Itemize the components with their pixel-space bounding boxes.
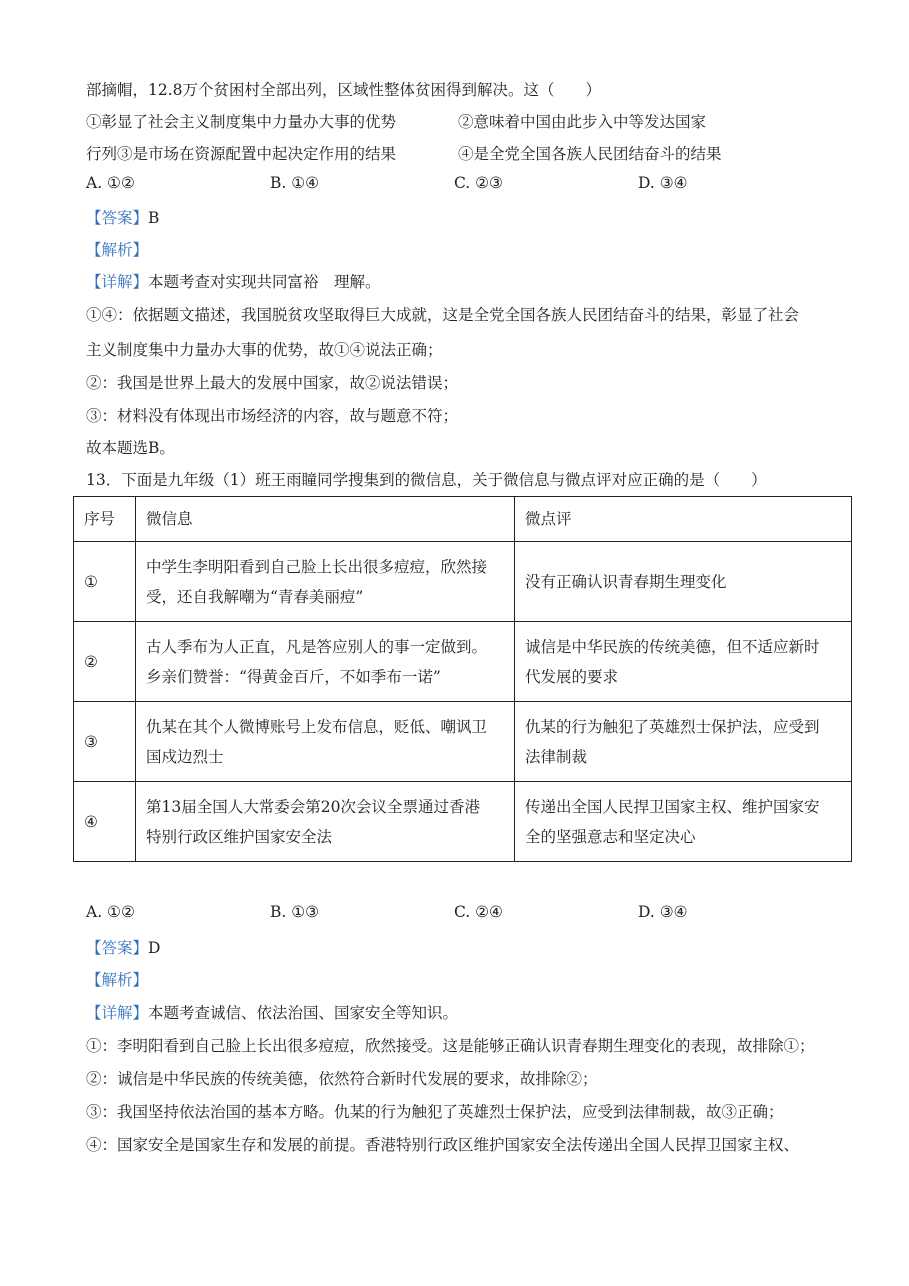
detail-tag: 【详解】 <box>86 1004 149 1022</box>
table-row <box>74 702 852 782</box>
row-info: 古人季布为人正直，凡是答应别人的事一定做到。 乡亲们赞誉：“得黄金百斤，不如季布一诺” <box>136 622 515 702</box>
row-info: 仇某在其个人微博账号上发布信息，贬低、嘲讽卫 国戍边烈士 <box>136 702 515 782</box>
explanation-line: ①：李明阳看到自己脸上长出很多痘痘，欣然接受。这是能够正确认识青春期生理变化的表现，故排除①； <box>86 1037 815 1055</box>
table-row <box>74 782 852 862</box>
row-info: 第13届全国人大常委会第20次会议全票通过香港 特别行政区维护国家安全法 <box>136 782 515 862</box>
detail-tag: 【详解】 <box>86 273 149 291</box>
row-comment: 仇某的行为触犯了英雄烈士保护法，应受到 法律制裁 <box>515 702 852 782</box>
explanation-line: ③：材料没有体现出市场经济的内容，故与题意不符； <box>86 407 459 425</box>
option-c: C. ②④ <box>454 903 503 921</box>
explanation-line: 故本题选B。 <box>86 439 175 457</box>
explanation-line: ③：我国坚持依法治国的基本方略。仇某的行为触犯了英雄烈士保护法，应受到法律制裁，故③正确； <box>86 1103 784 1121</box>
row-number: ② <box>74 622 136 702</box>
row-number: ① <box>74 542 136 622</box>
table-row <box>74 542 852 622</box>
table-row <box>74 622 852 702</box>
row-number: ④ <box>74 782 136 862</box>
header-info: 微信息 <box>136 497 515 542</box>
explanation-line: ②：我国是世界上最大的发展中国家，故②说法错误； <box>86 374 459 392</box>
explanation-line: ②：诚信是中华民族的传统美德，依然符合新时代发展的要求，故排除②； <box>86 1070 598 1088</box>
question-text-line: 行列③是市场在资源配置中起决定作用的结果 ④是全党全国各族人民团结奋斗的结果 <box>86 145 722 163</box>
option-c: C. ②③ <box>454 174 503 192</box>
question-text-line: 部摘帽，12.8万个贫困村全部出列，区域性整体贫困得到解决。这（ ） <box>86 81 602 99</box>
explanation-line: ④：国家安全是国家生存和发展的前提。香港特别行政区维护国家安全法传递出全国人民捍卫国家主权、 <box>86 1136 800 1154</box>
info-comment-table <box>73 496 852 862</box>
detail-text: 本题考查对实现共同富裕 理解。 <box>148 273 381 291</box>
answer-line <box>86 206 159 228</box>
answer-tag: 【答案】 <box>86 209 149 227</box>
detail-text: 本题考查诚信、依法治国、国家安全等知识。 <box>148 1004 459 1022</box>
row-comment: 没有正确认识青春期生理变化 <box>515 542 852 622</box>
question-13-stem: 13．下面是九年级（1）班王雨瞳同学搜集到的微信息，关于微信息与微点评对应正确的是（ ） <box>86 471 767 489</box>
row-comment: 传递出全国人民捍卫国家主权、维护国家安 全的坚强意志和坚定决心 <box>515 782 852 862</box>
answer-value: D <box>148 939 161 957</box>
header-number: 序号 <box>74 497 136 542</box>
answer-tag: 【答案】 <box>86 939 149 957</box>
analysis-tag: 【解析】 <box>86 971 149 989</box>
answer-line <box>86 936 160 958</box>
row-comment: 诚信是中华民族的传统美德，但不适应新时 代发展的要求 <box>515 622 852 702</box>
detail-line <box>86 1001 458 1023</box>
option-a: A. ①② <box>86 174 135 192</box>
analysis-tag: 【解析】 <box>86 241 149 259</box>
answer-options <box>86 903 846 925</box>
question-text-line: ①彰显了社会主义制度集中力量办大事的优势 ②意味着中国由此步入中等发达国家 <box>86 113 707 131</box>
option-d: D. ③④ <box>638 174 688 192</box>
detail-line <box>86 270 381 292</box>
explanation-line: ①④：依据题文描述，我国脱贫攻坚取得巨大成就，这是全党全国各族人民团结奋斗的结果，彰显了社会 <box>86 306 800 324</box>
explanation-line: 主义制度集中力量办大事的优势，故①④说法正确； <box>86 341 443 359</box>
option-b: B. ①③ <box>270 903 320 921</box>
row-info: 中学生李明阳看到自己脸上长出很多痘痘，欣然接 受，还自我解嘲为“青春美丽痘” <box>136 542 515 622</box>
option-d: D. ③④ <box>638 903 688 921</box>
answer-value: B <box>148 209 160 227</box>
table-header-row <box>74 497 852 542</box>
option-a: A. ①② <box>86 903 135 921</box>
answer-options <box>86 174 846 196</box>
option-b: B. ①④ <box>270 174 320 192</box>
header-comment: 微点评 <box>515 497 852 542</box>
row-number: ③ <box>74 702 136 782</box>
